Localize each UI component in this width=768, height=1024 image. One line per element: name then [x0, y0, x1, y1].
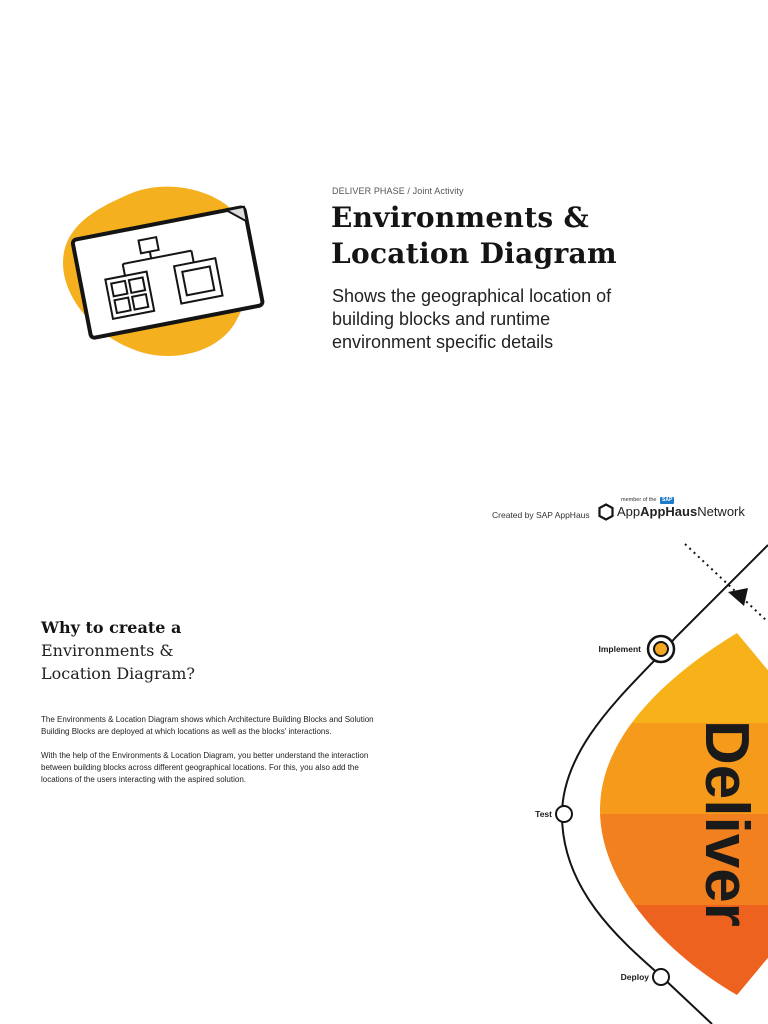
title-line-1: Environments & [331, 201, 590, 234]
sap-badge: SAP [662, 497, 673, 503]
member-label: member of the [621, 497, 657, 503]
phase-label: DELIVER PHASE / Joint Activity [332, 186, 464, 196]
step-test [535, 806, 572, 822]
created-by-credit: Created by SAP AppHaus [492, 510, 590, 520]
process-dotted-line [685, 544, 768, 622]
deliver-band-1 [590, 620, 768, 724]
process-arrow-icon [728, 588, 748, 606]
step-label-deploy: Deploy [620, 972, 649, 982]
why-paragraph-2: With the help of the Environments & Location Diagram, you better understand the interaction between building blocks across different geographical locations. For this, you also add the locations of the users interacting with the aspired solution. [41, 751, 369, 784]
why-paragraph-1: The Environments & Location Diagram shows which Architecture Building Blocks and Solution Building Blocks are deployed at which locations as well as the blocks' interactions. [41, 715, 374, 736]
step-label-implement: Implement [598, 644, 641, 654]
step-implement [598, 636, 674, 662]
why-heading: Why to create a [41, 618, 182, 637]
deliver-word: Deliver [692, 720, 761, 927]
step-label-test: Test [535, 809, 552, 819]
step-deploy [621, 969, 669, 985]
why-subheading-line-1: Environments & [41, 641, 174, 660]
brand-suffix: Network [697, 504, 745, 519]
why-subheading-line-2: Location Diagram? [41, 664, 195, 683]
brand-prefix: App [617, 504, 641, 519]
brand-bold: AppHaus [640, 504, 698, 519]
title-line-2: Location Diagram [331, 237, 617, 270]
page-subtitle: Shows the geographical location of building blocks and runtime environment specific details [332, 286, 612, 352]
